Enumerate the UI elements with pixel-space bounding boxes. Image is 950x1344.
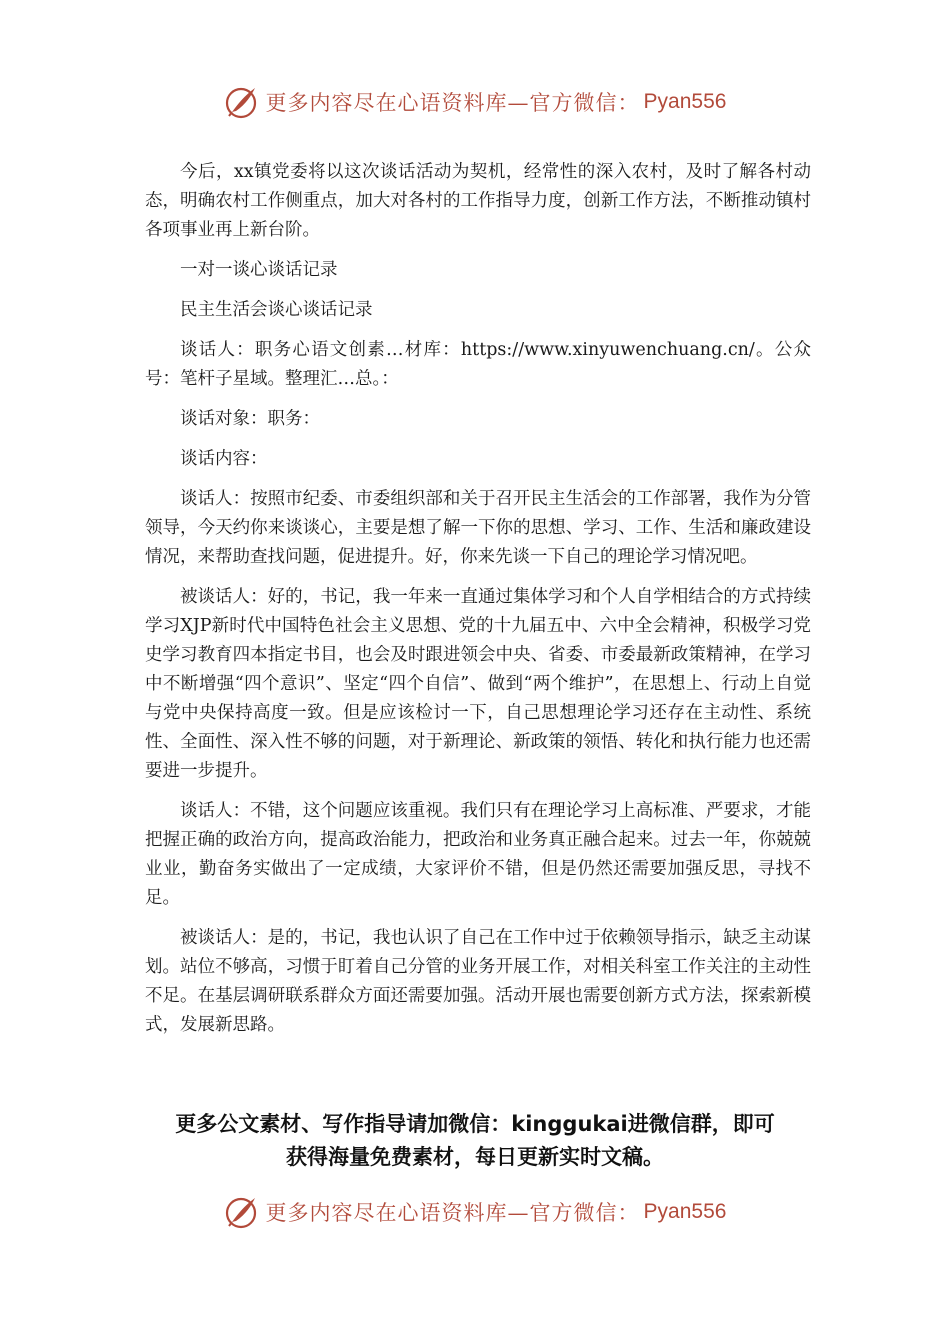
banner-text: 更多内容尽在心语资料库—官方微信：	[265, 1201, 640, 1225]
quill-pen-logo-icon	[224, 84, 260, 120]
field-interviewee: 谈话对象：职务：	[180, 409, 320, 429]
field-content-label: 谈话内容：	[180, 449, 268, 469]
quill-pen-logo-icon	[224, 1194, 260, 1230]
dialogue-paragraph: 谈话人：按照市纪委、市委组织部和关于召开民主生活会的工作部署，我作为分管领导，今天约你来谈谈心，主要是想了解一下你的思想、学习、工作、生活和廉政建设情况，来帮助查找问题，促进提升。好，你来先谈一下自己的理论学习情况吧。	[145, 489, 811, 567]
footer-banner	[0, 1190, 950, 1234]
section-title-one-on-one: 一对一谈心谈话记录	[180, 260, 338, 280]
promo-note	[110, 1108, 840, 1174]
dialogue-paragraph: 被谈话人：是的，书记，我也认识了自己在工作中过于依赖领导指示，缺乏主动谋划。站位不够高，习惯于盯着自己分管的业务开展工作，对相关科室工作关注的主动性不足。在基层调研联系群众方面还需要加强。活动开展也需要创新方式方法，探索新模式，发展新思路。	[145, 928, 811, 1035]
paragraph-intro: 今后，xx镇党委将以这次谈话活动为契机，经常性的深入农村，及时了解各村动态，明确农村工作侧重点，加大对各村的工作指导力度，创新工作方法，不断推动镇村各项事业再上新台阶。	[145, 162, 811, 240]
promo-line-2: 获得海量免费素材，每日更新实时文稿。	[286, 1145, 664, 1169]
promo-line-1: 更多公文素材、写作指导请加微信：kinggukai进微信群，即可	[175, 1112, 775, 1136]
dialogue-paragraph: 谈话人：不错，这个问题应该重视。我们只有在理论学习上高标准、严要求，才能把握正确的政治方向，提高政治能力，把政治和业务真正融合起来。过去一年，你兢兢业业，勤奋务实做出了一定成绩，大家评价不错，但是仍然还需要加强反思，寻找不足。	[145, 801, 811, 908]
banner-wechat-id: Pyan556	[643, 1200, 727, 1223]
section-title-democratic-life: 民主生活会谈心谈话记录	[180, 300, 373, 320]
dialogue-paragraph: 被谈话人：好的，书记，我一年来一直通过集体学习和个人自学相结合的方式持续学习XJP新时代中国特色社会主义思想、党的十九届五中、六中全会精神，积极学习党史学习教育四本指定书目，也会及时跟进领会中央、省委、市委最新政策精神，在学习中不断增强“四个意识”、坚定“四个自信”、做到“两个维护”，在思想上、行动上自觉与党中央保持高度一致。但是应该检讨一下，自己思想理论学习还存在主动性、系统性、全面性、深入性不够的问题，对于新理论、新政策的领悟、转化和执行能力也还需要进一步提升。	[145, 587, 811, 781]
document-body	[145, 158, 811, 1051]
header-banner	[0, 80, 950, 124]
banner-wechat-id: Pyan556	[643, 90, 727, 113]
field-interviewer: 谈话人：职务心语文创素…材库：https://www.xinyuwenchuang.cn/。公众号：笔杆子星域。整理汇…总。：	[145, 340, 811, 389]
banner-text: 更多内容尽在心语资料库—官方微信：	[265, 91, 640, 115]
